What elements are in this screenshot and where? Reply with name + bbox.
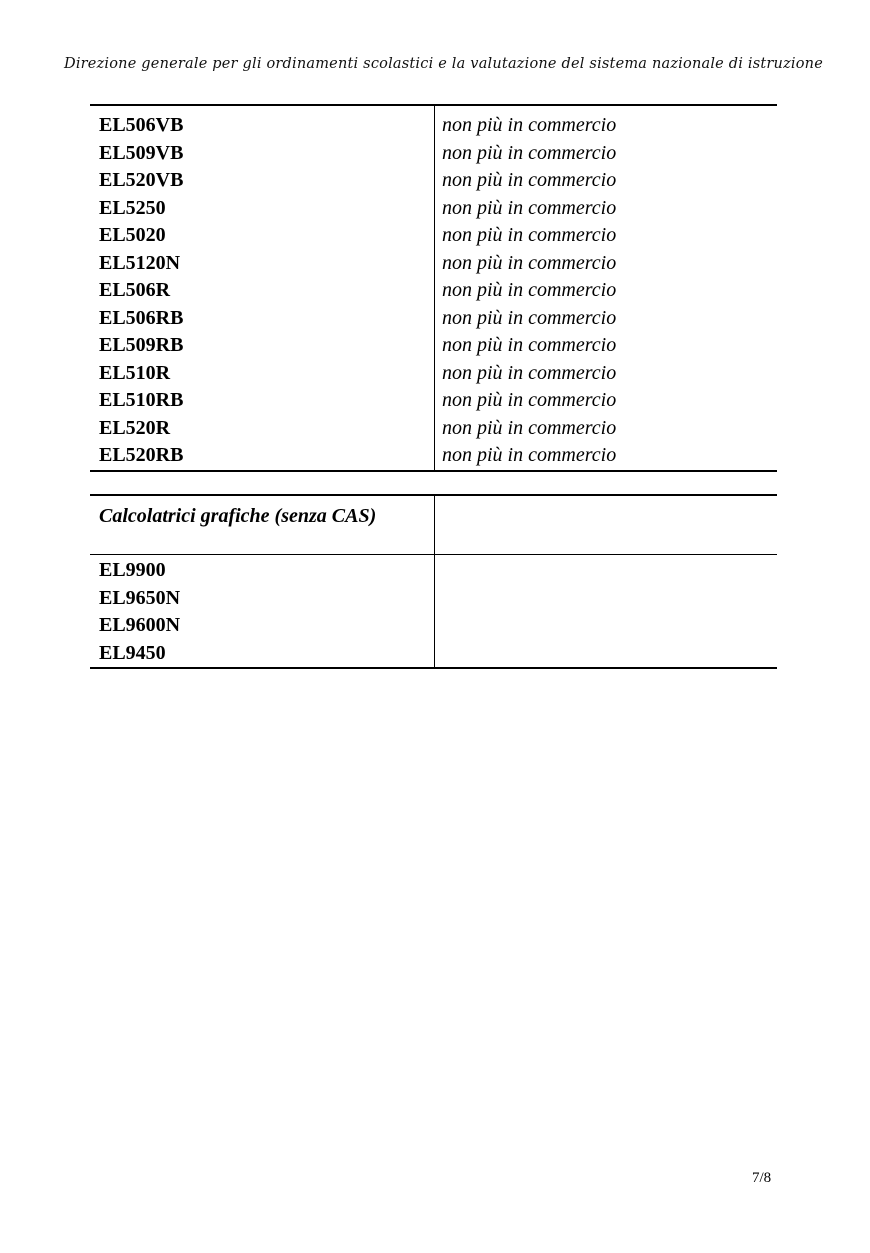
model-code: EL9650N (99, 586, 181, 609)
status-note: non più in commercio (442, 361, 617, 384)
model-code: EL509RB (99, 334, 184, 356)
status-note-column (434, 106, 777, 470)
status-note: non più in commercio (442, 416, 617, 439)
table-bottom-rule (90, 470, 777, 472)
model-code: EL520R (99, 416, 171, 439)
model-code: EL5120N (99, 251, 181, 274)
status-note: non più in commercio (442, 196, 617, 219)
status-note: non più in commercio (442, 114, 617, 136)
model-code: EL506RB (99, 306, 184, 329)
status-note: non più in commercio (442, 251, 617, 274)
section-heading: Calcolatrici grafiche (senza CAS) (99, 505, 377, 527)
status-note: non più in commercio (442, 334, 617, 356)
model-code: EL9450 (99, 641, 166, 664)
model-code: EL506R (99, 279, 171, 301)
model-code: EL510RB (99, 389, 184, 411)
table-header-row (90, 496, 777, 554)
page-header: Direzione generale per gli ordinamenti scolastici e la valutazione del sistema nazionale di istruzione (64, 56, 823, 72)
status-note: non più in commercio (442, 224, 617, 246)
empty-header-cell (434, 496, 777, 554)
model-code: EL5250 (99, 196, 166, 219)
model-code: EL509VB (99, 141, 184, 164)
status-note: non più in commercio (442, 444, 617, 466)
page-number: 7/8 (752, 1170, 772, 1186)
table-bottom-rule (90, 667, 777, 669)
model-code: EL520VB (99, 169, 184, 191)
table-body-row (90, 555, 777, 667)
status-note: non più in commercio (442, 279, 617, 301)
empty-note-cell (434, 555, 777, 667)
status-note: non più in commercio (442, 389, 617, 411)
calculator-table-1 (90, 104, 777, 472)
status-note: non più in commercio (442, 169, 617, 191)
model-code-column (90, 106, 434, 470)
model-code-column (90, 555, 434, 667)
model-code: EL506VB (99, 114, 184, 136)
graphing-calculator-table (90, 494, 777, 669)
model-code: EL5020 (99, 224, 166, 246)
model-code: EL510R (99, 361, 171, 384)
model-code: EL520RB (99, 444, 184, 466)
status-note: non più in commercio (442, 141, 617, 164)
model-code: EL9900 (99, 559, 166, 581)
status-note: non più in commercio (442, 306, 617, 329)
model-code: EL9600N (99, 614, 181, 636)
